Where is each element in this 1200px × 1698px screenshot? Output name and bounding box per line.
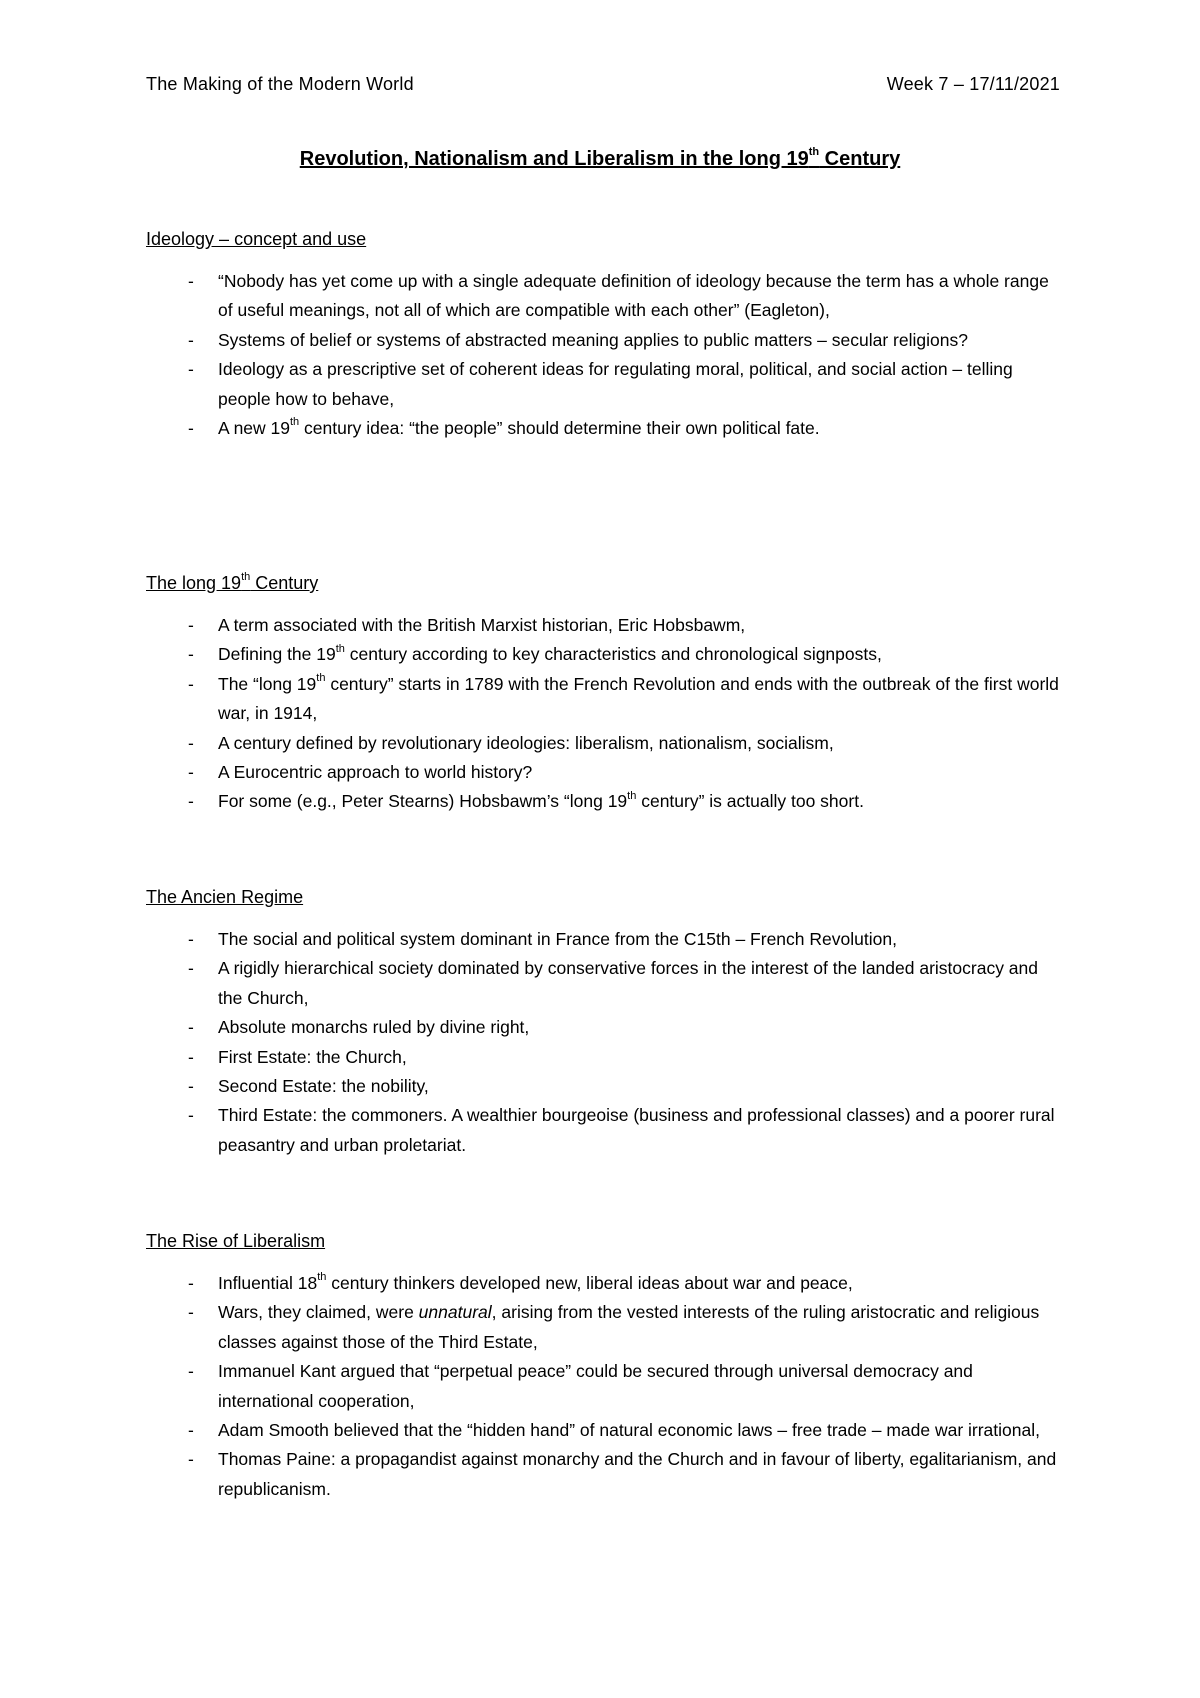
list-item: - A Eurocentric approach to world history? xyxy=(146,758,1064,787)
list-item: - The “long 19th century” starts in 1789 with the French Revolution and ends with the outbreak of the first world war, in 1914, xyxy=(146,670,1064,729)
section-ancien-regime xyxy=(146,884,1064,1160)
week-date: Week 7 – 17/11/2021 xyxy=(886,74,1060,94)
list-item: - Thomas Paine: a propagandist against monarchy and the Church and in favour of liberty, egalitarianism, and republicanism. xyxy=(146,1445,1064,1504)
list-item: - The social and political system dominant in France from the C15th – French Revolution, xyxy=(146,925,1064,954)
list-item: - A rigidly hierarchical society dominated by conservative forces in the interest of the landed aristocracy and the Church, xyxy=(146,954,1064,1013)
list-item: - Influential 18th century thinkers developed new, liberal ideas about war and peace, xyxy=(146,1269,1064,1298)
list-item: - Wars, they claimed, were unnatural, arising from the vested interests of the ruling aristocratic and religious classes against those of the Third Estate, xyxy=(146,1298,1064,1357)
list-item: - Ideology as a prescriptive set of coherent ideas for regulating moral, political, and social action – telling people how to behave, xyxy=(146,355,1064,414)
section-heading: The Rise of Liberalism xyxy=(146,1231,326,1251)
document-title: Revolution, Nationalism and Liberalism in the long 19th Century xyxy=(299,146,901,170)
section-heading: Ideology – concept and use xyxy=(146,229,367,249)
list-item: - Systems of belief or systems of abstracted meaning applies to public matters – secular religions? xyxy=(146,326,1064,355)
list-item: - Absolute monarchs ruled by divine right, xyxy=(146,1013,1064,1042)
list-item: - A term associated with the British Marxist historian, Eric Hobsbawm, xyxy=(146,611,1064,640)
list-item: - A century defined by revolutionary ideologies: liberalism, nationalism, socialism, xyxy=(146,729,1064,758)
list-item: - First Estate: the Church, xyxy=(146,1043,1064,1072)
section-ideology xyxy=(146,226,1064,443)
bullet-list xyxy=(146,1269,1064,1504)
section-heading: The Ancien Regime xyxy=(146,887,304,907)
list-item: - Third Estate: the commoners. A wealthier bourgeoise (business and professional classes) and a poorer rural peasantry and urban proletariat. xyxy=(146,1101,1064,1160)
list-item: - Immanuel Kant argued that “perpetual peace” could be secured through universal democracy and international cooperation, xyxy=(146,1357,1064,1416)
section-heading: The long 19th Century xyxy=(146,571,319,593)
course-title: The Making of the Modern World xyxy=(146,74,414,94)
list-item: - Defining the 19th century according to key characteristics and chronological signposts, xyxy=(146,640,1064,669)
page-header xyxy=(146,74,1060,95)
list-item: - For some (e.g., Peter Stearns) Hobsbawm’s “long 19th century” is actually too short. xyxy=(146,787,1064,816)
list-item: - “Nobody has yet come up with a single adequate definition of ideology because the term has a whole range of useful meanings, not all of which are compatible with each other” (Eagleton), xyxy=(146,267,1064,326)
bullet-list xyxy=(146,925,1064,1160)
bullet-list xyxy=(146,267,1064,443)
list-item: - A new 19th century idea: “the people” should determine their own political fate. xyxy=(146,414,1064,443)
section-rise-of-liberalism xyxy=(146,1228,1064,1504)
list-item: - Adam Smooth believed that the “hidden hand” of natural economic laws – free trade – made war irrational, xyxy=(146,1416,1064,1445)
bullet-list xyxy=(146,611,1064,817)
list-item: - Second Estate: the nobility, xyxy=(146,1072,1064,1101)
section-long-19th-century xyxy=(146,570,1064,817)
